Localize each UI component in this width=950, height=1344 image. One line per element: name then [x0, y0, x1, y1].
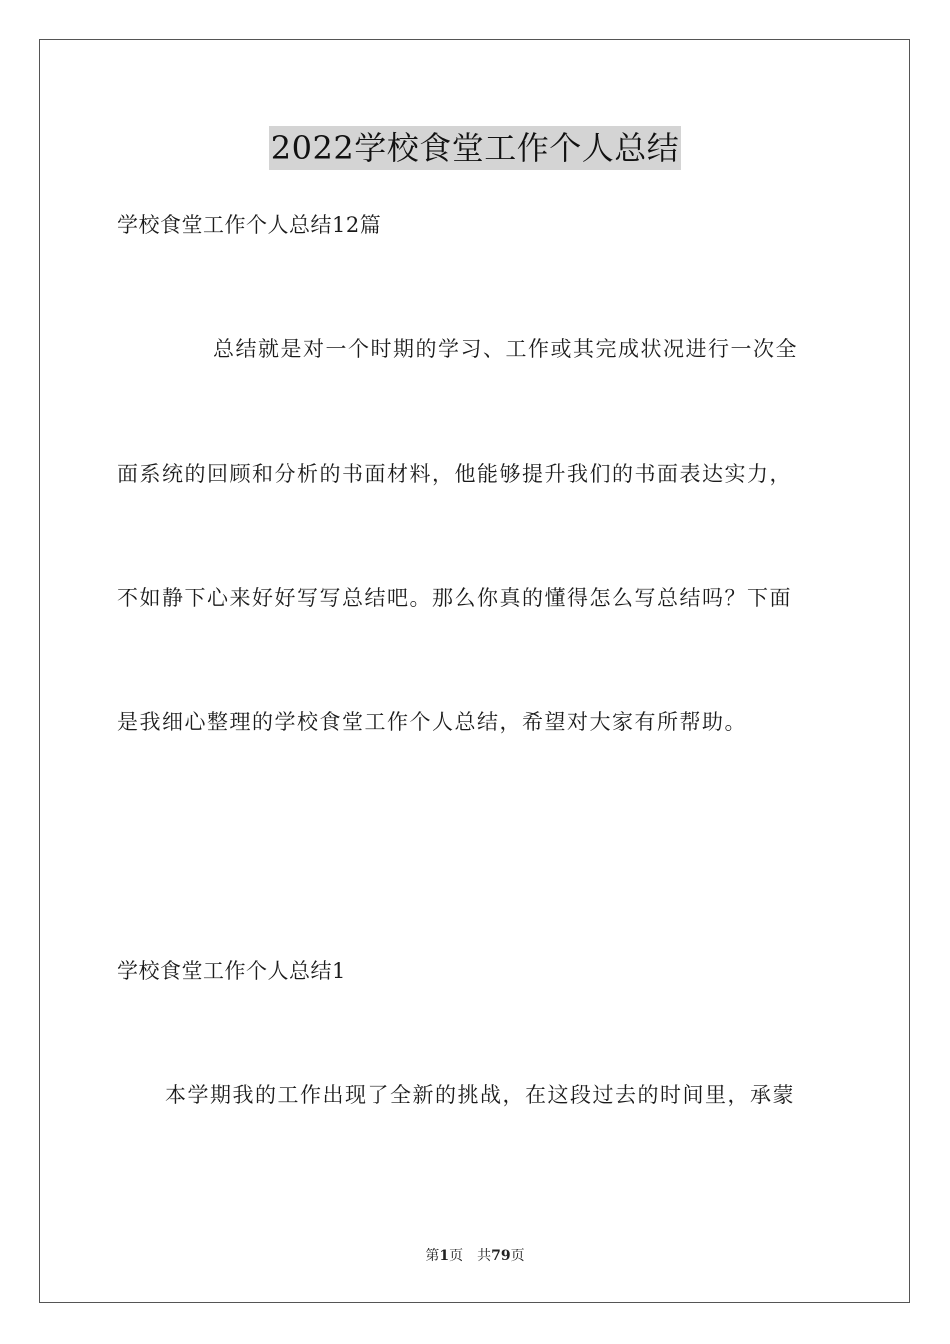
page-prefix: 第	[425, 1248, 440, 1264]
section-heading: 学校食堂工作个人总结1	[117, 959, 346, 983]
document-title: 2022学校食堂工作个人总结	[269, 126, 681, 170]
intro-line-1: 总结就是对一个时期的学习、工作或其完成状况进行一次全	[213, 337, 798, 361]
total-suffix: 页	[510, 1248, 525, 1264]
total-prefix: 共	[477, 1248, 492, 1264]
title-container	[0, 126, 950, 170]
total-pages: 79	[491, 1248, 511, 1264]
intro-line-3: 不如静下心来好好写写总结吧。那么你真的懂得怎么写总结吗？下面	[117, 586, 792, 610]
section-first-line: 本学期我的工作出现了全新的挑战，在这段过去的时间里，承蒙	[165, 1083, 795, 1107]
intro-line-2: 面系统的回顾和分析的书面材料，他能够提升我们的书面表达实力，	[117, 462, 792, 486]
page-number: 1	[439, 1248, 450, 1264]
page-footer	[0, 1246, 950, 1266]
document-subtitle: 学校食堂工作个人总结12篇	[117, 213, 382, 237]
page-suffix: 页	[449, 1248, 464, 1264]
intro-line-4: 是我细心整理的学校食堂工作个人总结，希望对大家有所帮助。	[117, 710, 747, 734]
